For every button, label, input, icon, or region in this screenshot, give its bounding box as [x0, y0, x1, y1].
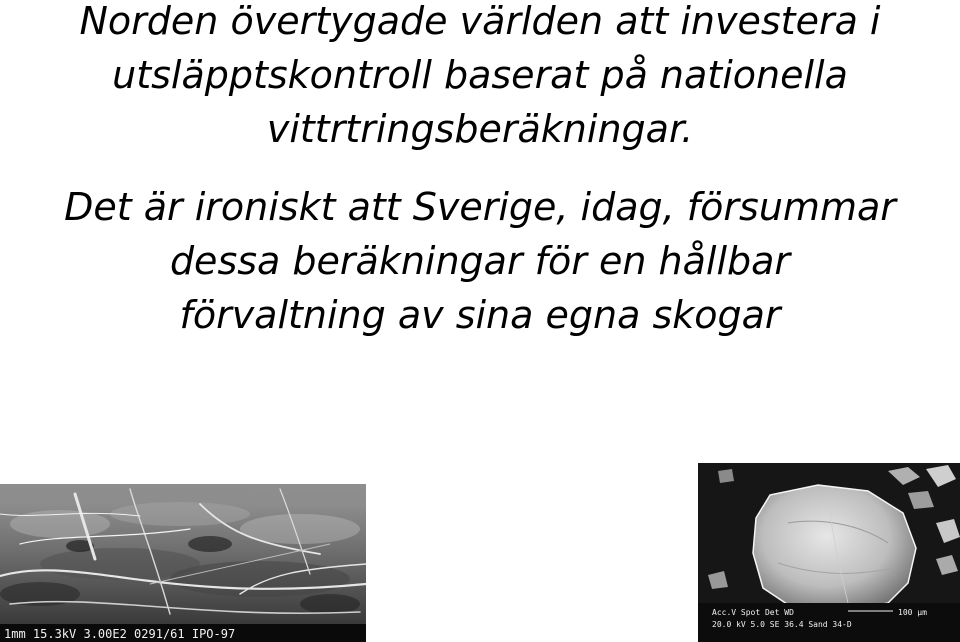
paragraph-2-line-3: förvaltning av sina egna skogar [179, 293, 781, 337]
sem-micrograph-sand-grain-image [698, 463, 960, 642]
left-micrograph-databar: 1mm 15.3kV 3.00E2 0291/61 IPO-97 [4, 627, 236, 641]
slide-paragraph-1 [0, 0, 960, 156]
paragraph-1-line-3: vittrtringsberäkningar. [266, 107, 694, 151]
slide-paragraph-2 [0, 180, 960, 342]
right-micrograph-scale-label: 100 µm [898, 608, 927, 617]
sem-micrograph-fibers-image [0, 484, 366, 642]
sem-micrograph-sand-grain-icon [698, 463, 960, 642]
paragraph-2-line-2: dessa beräkningar för en hållbar [169, 239, 791, 283]
paragraph-1-line-1: Norden övertygade världen att investera i [79, 0, 881, 43]
sem-micrograph-fibers-icon [0, 484, 366, 642]
paragraph-2-line-1: Det är ironiskt att Sverige, idag, försummar [64, 185, 896, 229]
paragraph-1-line-2: utsläpptskontroll baserat på nationella [112, 53, 848, 97]
right-micrograph-databar-line-2: 20.0 kV 5.0 SE 36.4 Sand 34-D [712, 620, 852, 629]
right-micrograph-databar-line-1: Acc.V Spot Det WD [712, 608, 794, 617]
